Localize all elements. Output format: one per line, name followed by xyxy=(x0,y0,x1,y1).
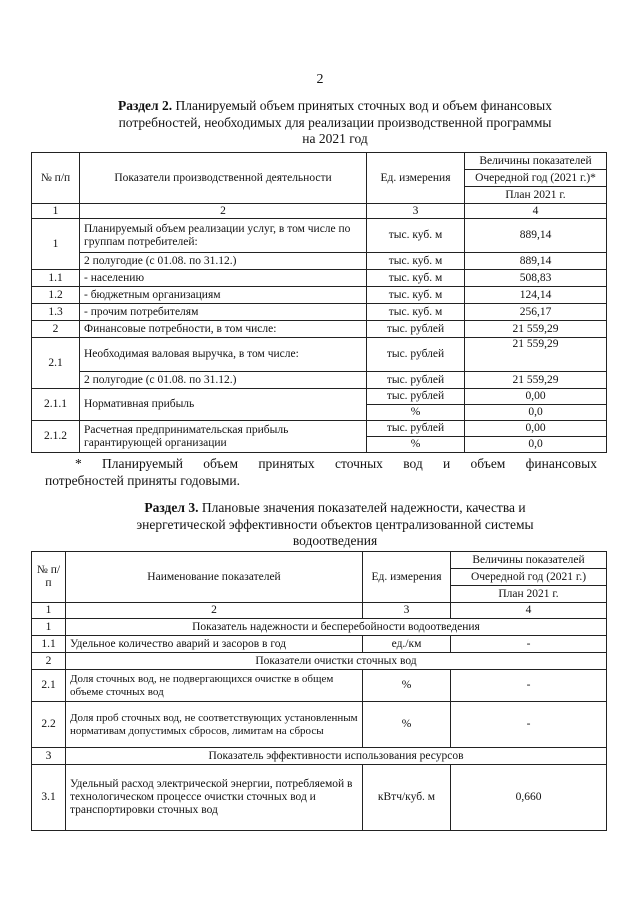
row-value: - xyxy=(451,636,607,653)
section-2-label: Раздел 2. xyxy=(118,98,173,113)
row-value: 889,14 xyxy=(465,219,607,253)
row-value: 124,14 xyxy=(465,287,607,304)
section-3-title-line-2: энергетической эффективности объектов централизованной системы xyxy=(136,516,534,532)
header-next-year: Очередной год (2021 г.) xyxy=(451,569,607,586)
row-num: 1 xyxy=(32,219,80,270)
row-num: 3.1 xyxy=(32,765,66,831)
row-num: 2.1 xyxy=(32,670,66,702)
section-2-title-line-2: потребностей, необходимых для реализации производственной программы xyxy=(118,114,552,130)
row-unit: тыс. куб. м xyxy=(367,219,465,253)
header-plan: План 2021 г. xyxy=(451,586,607,603)
row-num: 1.3 xyxy=(32,304,80,321)
header-unit: Ед. измерения xyxy=(363,552,451,603)
row-name: Доля сточных вод, не подвергающихся очистке в общем объеме сточных вод xyxy=(66,670,363,702)
header-unit: Ед. измерения xyxy=(367,153,465,204)
row-unit: тыс. куб. м xyxy=(367,304,465,321)
row-num: 2.2 xyxy=(32,702,66,748)
header-num: № п/п xyxy=(32,153,80,204)
row-value: 0,00 xyxy=(465,389,607,405)
footnote-line-2: потребностей приняты годовыми. xyxy=(45,473,241,488)
row-name: Необходимая валовая выручка, в том числе: xyxy=(80,338,367,372)
row-name: Доля проб сточных вод, не соответствующих установленным нормативам допустимых сбросов, лимитам на сбросы xyxy=(66,702,363,748)
row-unit: тыс. куб. м xyxy=(367,270,465,287)
row-value: 21 559,29 xyxy=(465,338,607,372)
header-name: Наименование показателей xyxy=(66,552,363,603)
col-number: 3 xyxy=(367,204,465,219)
row-unit: % xyxy=(367,405,465,421)
row-num: 2.1.1 xyxy=(32,389,80,421)
section-3-label: Раздел 3. xyxy=(144,500,199,515)
header-plan: План 2021 г. xyxy=(465,187,607,204)
row-name: Удельное количество аварий и засоров в год xyxy=(66,636,363,653)
header-values: Величины показателей xyxy=(451,552,607,569)
row-name: Расчетная предпринимательская прибыль гарантирующей организации xyxy=(80,421,367,453)
col-number: 2 xyxy=(80,204,367,219)
col-number: 1 xyxy=(32,603,66,619)
row-unit: тыс. рублей xyxy=(367,421,465,437)
row-unit: % xyxy=(363,702,451,748)
section-2-title-line-3: на 2021 год xyxy=(302,131,368,146)
row-unit: тыс. рублей xyxy=(367,321,465,338)
col-number: 4 xyxy=(465,204,607,219)
section-2-table xyxy=(31,152,607,453)
row-unit: тыс. рублей xyxy=(367,372,465,389)
row-name: 2 полугодие (с 01.08. по 31.12.) xyxy=(80,372,367,389)
row-unit: тыс. рублей xyxy=(367,389,465,405)
row-name: Планируемый объем реализации услуг, в том числе по группам потребителей: xyxy=(80,219,367,253)
row-value: 256,17 xyxy=(465,304,607,321)
header-num: № п/п xyxy=(32,552,66,603)
section-3-title-line-1: Плановые значения показателей надежности, качества и xyxy=(201,500,526,515)
row-name: - населению xyxy=(80,270,367,287)
row-name: - бюджетным организациям xyxy=(80,287,367,304)
row-unit: % xyxy=(367,437,465,453)
row-name: 2 полугодие (с 01.08. по 31.12.) xyxy=(80,253,367,270)
row-unit: % xyxy=(363,670,451,702)
section-2-title-line-1: Планируемый объем принятых сточных вод и объем финансовых xyxy=(175,98,552,113)
row-value: 21 559,29 xyxy=(465,321,607,338)
col-number: 4 xyxy=(451,603,607,619)
header-next-year: Очередной год (2021 г.)* xyxy=(465,170,607,187)
section-3-title-line-3: водоотведения xyxy=(292,533,378,548)
row-num: 2.1.2 xyxy=(32,421,80,453)
row-unit: тыс. куб. м xyxy=(367,253,465,270)
row-value: 0,0 xyxy=(465,405,607,421)
row-value: 508,83 xyxy=(465,270,607,287)
row-value: - xyxy=(451,670,607,702)
col-number: 3 xyxy=(363,603,451,619)
row-num: 1.1 xyxy=(32,636,66,653)
group-num: 1 xyxy=(32,619,66,636)
row-name: - прочим потребителям xyxy=(80,304,367,321)
row-unit: кВтч/куб. м xyxy=(363,765,451,831)
header-values: Величины показателей xyxy=(465,153,607,170)
row-unit: тыс. куб. м xyxy=(367,287,465,304)
row-value: 0,00 xyxy=(465,421,607,437)
row-name: Нормативная прибыль xyxy=(80,389,367,421)
row-unit: ед./км xyxy=(363,636,451,653)
group-title: Показатели очистки сточных вод xyxy=(66,653,607,670)
row-num: 2 xyxy=(32,321,80,338)
section-2-heading xyxy=(70,98,600,148)
row-value: 21 559,29 xyxy=(465,372,607,389)
row-num: 1.1 xyxy=(32,270,80,287)
group-num: 3 xyxy=(32,748,66,765)
group-num: 2 xyxy=(32,653,66,670)
row-value: 0,660 xyxy=(451,765,607,831)
row-unit: тыс. рублей xyxy=(367,338,465,372)
section-3-table xyxy=(31,551,607,831)
row-num: 1.2 xyxy=(32,287,80,304)
row-num: 2.1 xyxy=(32,338,80,389)
col-number: 2 xyxy=(66,603,363,619)
row-value: 889,14 xyxy=(465,253,607,270)
section-3-heading xyxy=(70,500,600,550)
header-name: Показатели производственной деятельности xyxy=(80,153,367,204)
col-number: 1 xyxy=(32,204,80,219)
row-value: - xyxy=(451,702,607,748)
group-title: Показатель эффективности использования ресурсов xyxy=(66,748,607,765)
row-name: Удельный расход электрической энергии, потребляемой в технологическом процессе очистки сточных вод и транспортировки сточных вод xyxy=(66,765,363,831)
footnote-line-1: * Планируемый объем принятых сточных вод и объем финансовых xyxy=(75,456,597,471)
group-title: Показатель надежности и бесперебойности водоотведения xyxy=(66,619,607,636)
row-name: Финансовые потребности, в том числе: xyxy=(80,321,367,338)
page-number: 2 xyxy=(316,72,324,87)
footnote xyxy=(45,455,597,489)
row-value: 0,0 xyxy=(465,437,607,453)
